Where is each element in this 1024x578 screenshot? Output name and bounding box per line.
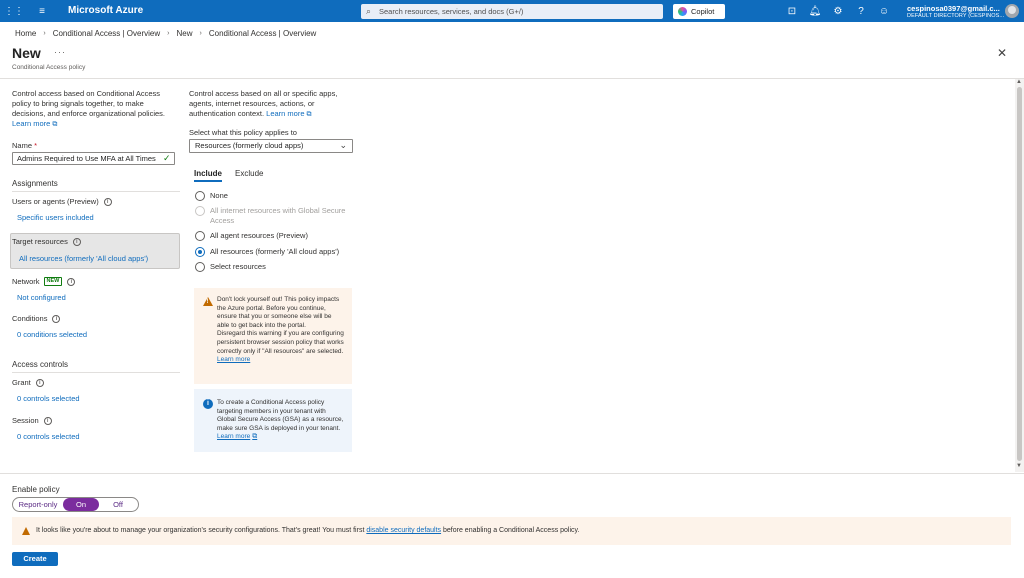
vertical-scrollbar[interactable] — [1015, 79, 1024, 472]
chevron-right-icon: › — [43, 30, 46, 37]
radio-button — [195, 206, 205, 216]
radio-button[interactable] — [195, 231, 205, 241]
learn-more-label: Learn more — [266, 109, 305, 118]
cloud-shell-icon[interactable]: ⊡ — [787, 5, 797, 17]
grant-label — [12, 378, 44, 387]
search-placeholder: Search resources, services, and docs (G+/) — [379, 7, 524, 16]
policy-description — [12, 89, 172, 130]
divider — [12, 191, 180, 192]
search-icon: ⌕ — [366, 6, 372, 16]
new-badge: NEW — [44, 277, 63, 286]
warning-icon-mark: ! — [206, 299, 209, 305]
users-label — [12, 197, 112, 206]
warning-paragraph-2 — [217, 330, 344, 364]
left-column — [12, 89, 182, 130]
search-input[interactable] — [361, 4, 663, 19]
radio-option-all-resources[interactable] — [195, 247, 339, 257]
scrollbar-thumb[interactable] — [1017, 87, 1022, 461]
policy-description-text: Control access based on Conditional Access policy to bring signals together, to make decisions, and enforce organizational policies. — [12, 89, 166, 118]
target-resources-value-link[interactable]: All resources (formerly 'All cloud apps') — [19, 254, 149, 263]
copilot-label: Copilot — [691, 7, 715, 16]
help-icon[interactable]: ? — [858, 5, 864, 17]
radio-label: All agent resources (Preview) — [210, 231, 308, 240]
network-value-link[interactable]: Not configured — [17, 293, 66, 302]
info-icon[interactable]: i — [44, 417, 52, 425]
radio-label: All resources (formerly 'All cloud apps') — [210, 247, 340, 256]
breadcrumb-new[interactable]: New — [176, 29, 193, 38]
top-bar — [0, 0, 1024, 22]
scroll-up-arrow-icon[interactable]: ▲ — [1016, 79, 1022, 85]
session-value-link[interactable]: 0 controls selected — [17, 432, 80, 441]
breadcrumb-home[interactable]: Home — [15, 29, 37, 38]
tab-include[interactable]: Include — [194, 169, 223, 178]
close-icon[interactable]: ✕ — [997, 46, 1008, 60]
lockout-warning — [194, 288, 352, 384]
warning-icon — [22, 527, 30, 535]
info-icon[interactable]: i — [36, 379, 44, 387]
applies-to-dropdown[interactable] — [189, 139, 353, 153]
radio-option-agent-resources[interactable] — [195, 231, 308, 241]
copilot-icon — [678, 7, 687, 16]
assignments-heading: Assignments — [12, 179, 58, 188]
scroll-down-arrow-icon[interactable]: ▼ — [1016, 463, 1022, 469]
info-learn-more-label: Learn more — [217, 433, 251, 441]
info-icon[interactable]: i — [52, 315, 60, 323]
info-learn-more-link[interactable] — [217, 433, 257, 440]
notifications-icon[interactable]: 🔔︎ — [808, 5, 822, 17]
copilot-button[interactable] — [673, 4, 725, 19]
hamburger-menu-icon[interactable]: ≡ — [39, 5, 45, 17]
info-icon[interactable]: i — [73, 238, 81, 246]
external-link-icon: ⧉ — [52, 121, 58, 128]
info-icon[interactable]: i — [67, 278, 75, 286]
avatar[interactable] — [1005, 4, 1019, 18]
disable-security-defaults-link[interactable]: disable security defaults — [366, 527, 442, 534]
gsa-info-message — [194, 389, 352, 452]
settings-gear-icon[interactable]: ⚙ — [833, 5, 843, 17]
feedback-icon[interactable]: ☺ — [878, 5, 890, 17]
radio-button[interactable] — [195, 191, 205, 201]
grant-value-link[interactable]: 0 controls selected — [17, 394, 80, 403]
resources-description — [189, 89, 349, 120]
users-label-text: Users or agents (Preview) — [12, 197, 99, 206]
conditions-label — [12, 314, 60, 323]
external-link-icon: ⧉ — [306, 111, 312, 118]
conditions-label-text: Conditions — [12, 314, 48, 323]
radio-option-none[interactable] — [195, 191, 228, 201]
more-options-icon[interactable]: ··· — [54, 47, 66, 57]
toggle-on[interactable]: On — [63, 498, 99, 511]
session-label — [12, 416, 52, 425]
grant-label-text: Grant — [12, 378, 31, 387]
tab-exclude[interactable]: Exclude — [235, 169, 264, 178]
name-label-text: Name — [12, 141, 33, 150]
users-value-link[interactable]: Specific users included — [17, 213, 94, 222]
warning-text-before: It looks like you're about to manage your organization's security configurations. That's great! You must first — [36, 527, 367, 534]
toggle-off[interactable]: Off — [113, 500, 123, 509]
divider — [0, 78, 1024, 79]
chevron-right-icon: › — [167, 30, 170, 37]
divider — [12, 372, 180, 373]
conditions-value-link[interactable]: 0 conditions selected — [17, 330, 88, 339]
chevron-down-icon: ⌄ — [339, 140, 347, 150]
resources-description-text: Control access based on all or specific apps, agents, internet resources, actions, or authentication context. — [189, 89, 338, 118]
info-icon[interactable]: i — [104, 198, 112, 206]
brand-title[interactable]: Microsoft Azure — [68, 5, 144, 16]
warning-learn-more-link[interactable]: Learn more — [217, 356, 251, 364]
divider — [0, 473, 1024, 474]
breadcrumb-ca-overview-2[interactable]: Conditional Access | Overview — [208, 29, 317, 38]
radio-option-internet-resources — [195, 206, 350, 226]
warning-paragraph-2-text: Disregard this warning if you are configuring persistent browser session policy that works correctly only if "All resources" are selected. — [217, 330, 344, 355]
learn-more-label: Learn more — [12, 119, 51, 128]
info-text: To create a Conditional Access policy targeting members in your tenant with Global Secure Access (GSA) as a resource, make sure GSA is deployed in your tenant. — [217, 399, 344, 432]
access-controls-heading: Access controls — [12, 360, 69, 369]
enable-policy-toggle[interactable] — [12, 497, 139, 512]
enable-policy-label: Enable policy — [12, 485, 60, 494]
chevron-right-icon: › — [199, 30, 202, 37]
warning-text-after: before enabling a Conditional Access policy. — [441, 527, 580, 534]
radio-button-selected[interactable] — [195, 247, 205, 257]
external-link-icon: ⧉ — [252, 433, 258, 441]
learn-more-link[interactable] — [12, 119, 57, 128]
target-resources-label — [12, 237, 81, 246]
radio-button[interactable] — [195, 262, 205, 272]
network-label-text: Network — [12, 277, 40, 286]
target-label-text: Target resources — [12, 237, 68, 246]
learn-more-link[interactable] — [266, 109, 311, 118]
radio-label: Select resources — [210, 262, 266, 271]
page-subtitle: Conditional Access policy — [12, 64, 86, 71]
applies-to-label: Select what this policy applies to — [189, 128, 297, 137]
policy-name-input[interactable]: Admins Required to Use MFA at All Times — [12, 152, 175, 165]
network-label — [12, 277, 75, 286]
create-button[interactable]: Create — [12, 552, 58, 566]
info-icon: i — [203, 399, 213, 409]
user-email[interactable]: cespinosa0397@gmail.c... — [907, 4, 1000, 13]
radio-label: All internet resources with Global Secure Access — [210, 206, 346, 225]
app-launcher-icon[interactable]: ⋮⋮ — [4, 5, 24, 17]
breadcrumb — [15, 29, 316, 38]
applies-to-value: Resources (formerly cloud apps) — [195, 141, 304, 150]
radio-label: None — [210, 191, 228, 200]
security-defaults-warning — [12, 517, 1011, 545]
active-tab-indicator — [194, 180, 222, 182]
name-label — [12, 141, 37, 150]
required-marker: * — [34, 141, 38, 150]
breadcrumb-ca-overview[interactable]: Conditional Access | Overview — [52, 29, 161, 38]
radio-option-select-resources[interactable] — [195, 262, 266, 272]
session-label-text: Session — [12, 416, 39, 425]
toggle-report-only[interactable]: Report-only — [18, 500, 58, 509]
checkmark-icon: ✓ — [163, 153, 171, 163]
warning-paragraph-1: Don't lock yourself out! This policy impacts the Azure portal. Before you continue, ensure that you or someone else will be able to get back into the portal. — [217, 296, 340, 329]
page-title: New — [12, 45, 41, 61]
user-directory[interactable]: DEFAULT DIRECTORY (CESPINOS... — [907, 13, 1005, 19]
